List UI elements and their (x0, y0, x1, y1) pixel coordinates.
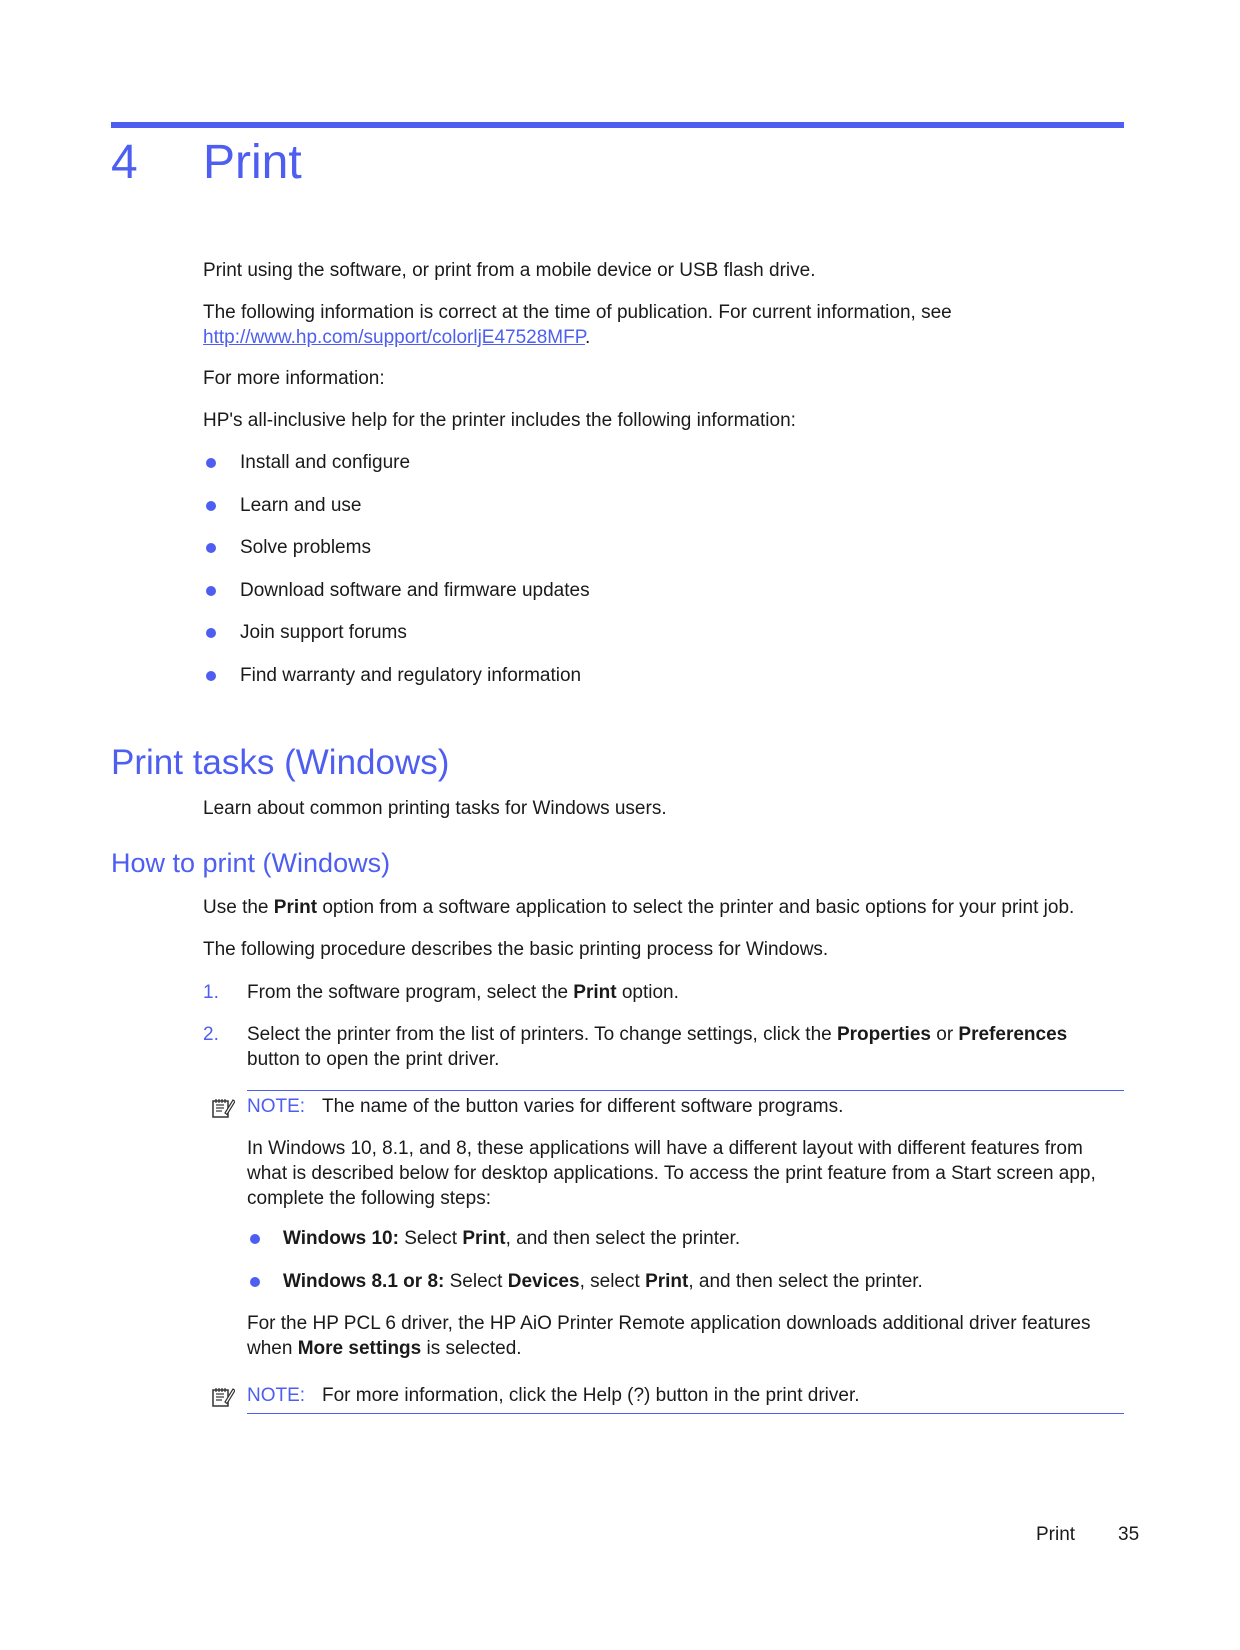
text: , and then select the printer. (505, 1228, 741, 1249)
text: option from a software application to select the printer and basic options for your print job. (317, 897, 1075, 918)
list-item-text: Install and configure (240, 452, 411, 473)
step-number: 1. (203, 982, 219, 1003)
list-item-text: Find warranty and regulatory information (240, 665, 582, 686)
publication-info-paragraph (203, 300, 1123, 350)
bullet-icon (206, 458, 216, 468)
intro-paragraph: Print using the software, or print from a mobile device or USB flash drive. (203, 260, 816, 281)
chapter-title: Print (203, 136, 302, 189)
help-paragraph: HP's all-inclusive help for the printer includes the following information: (203, 410, 796, 431)
note-label: NOTE: (247, 1385, 306, 1406)
bullet-icon (206, 586, 216, 596)
text: , and then select the printer. (688, 1271, 923, 1292)
note-icon (211, 1385, 235, 1409)
step-number: 2. (203, 1024, 219, 1045)
chapter-top-rule (111, 122, 1124, 128)
text: Select (444, 1271, 508, 1292)
note-text: For more information, click the Help (?) button in the print driver. (322, 1385, 860, 1406)
pcl-driver-paragraph (247, 1311, 1124, 1361)
ui-term: Print (645, 1271, 689, 1292)
ui-term: Devices (507, 1271, 580, 1292)
note-icon (211, 1096, 235, 1120)
ui-term: Print (273, 897, 318, 918)
step-text (247, 1022, 1123, 1072)
ui-term: Preferences (958, 1024, 1068, 1045)
bullet-icon (250, 1234, 260, 1244)
text: or (930, 1024, 959, 1045)
text: is selected. (421, 1338, 522, 1359)
list-item-text: Download software and firmware updates (240, 580, 590, 601)
text: button to open the print driver. (247, 1049, 500, 1070)
text: option. (616, 982, 679, 1003)
list-item-text: Solve problems (240, 537, 371, 558)
windows-paragraph: In Windows 10, 8.1, and 8, these applications will have a different layout with different features from what is described below for desktop applications. To access the print feature from a Start screen app, complete the following steps: (247, 1138, 1096, 1209)
ui-term: Print (573, 982, 617, 1003)
note-label: NOTE: (247, 1096, 306, 1117)
note-top-rule (247, 1090, 1124, 1091)
list-item-text: Join support forums (240, 622, 407, 643)
more-info-paragraph: For more information: (203, 368, 385, 389)
text: From the software program, select the (247, 982, 574, 1003)
bullet-icon (206, 628, 216, 638)
chapter-number: 4 (111, 136, 138, 189)
text: , select (579, 1271, 646, 1292)
text: Select (398, 1228, 463, 1249)
bullet-icon (206, 543, 216, 553)
ui-term: Windows 10: (283, 1228, 399, 1249)
ui-term: Windows 8.1 or 8: (283, 1271, 445, 1292)
note-bottom-rule (247, 1413, 1124, 1414)
print-option-paragraph (203, 895, 1123, 920)
list-item-text: Learn and use (240, 495, 362, 516)
bullet-icon (250, 1277, 260, 1287)
section-heading: Print tasks (Windows) (111, 743, 450, 782)
publication-info-text: The following information is correct at the time of publication. For current information, see (203, 302, 952, 323)
ui-term: Print (462, 1228, 506, 1249)
procedure-paragraph: The following procedure describes the basic printing process for Windows. (203, 939, 829, 960)
step-text (247, 980, 1123, 1005)
footer-section: Print (1036, 1524, 1076, 1545)
support-link[interactable]: http://www.hp.com/support/colorljE47528MFP (203, 327, 585, 348)
note-text: The name of the button varies for different software programs. (322, 1096, 844, 1117)
subsection-heading: How to print (Windows) (111, 848, 391, 878)
page-number: 35 (1118, 1524, 1140, 1545)
ui-term: More settings (297, 1338, 422, 1359)
bullet-icon (206, 501, 216, 511)
list-item-text (283, 1226, 740, 1251)
text: Use the (203, 897, 274, 918)
text: Select the printer from the list of printers. To change settings, click the (247, 1024, 837, 1045)
ui-term: Properties (836, 1024, 931, 1045)
section-description: Learn about common printing tasks for Windows users. (203, 798, 667, 819)
publication-info-period: . (584, 327, 591, 348)
list-item-text (283, 1269, 923, 1294)
bullet-icon (206, 671, 216, 681)
text: For the HP PCL 6 driver, the HP AiO Printer Remote application downloads additional driver features when (247, 1313, 1091, 1359)
